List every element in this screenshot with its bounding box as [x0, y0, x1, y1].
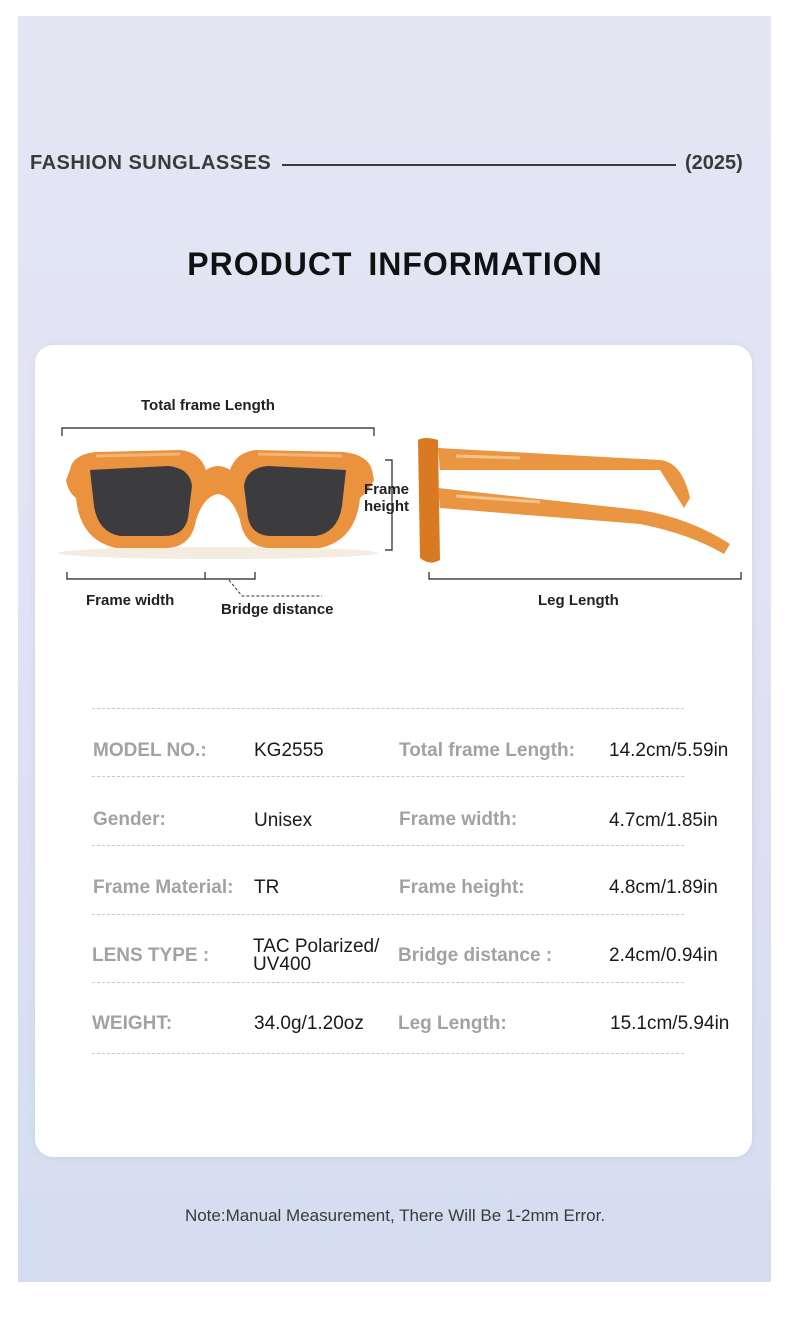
measurement-note: Note:Manual Measurement, There Will Be 1-2mm Error. — [184, 1206, 606, 1225]
spec-label-material: Frame Material: — [93, 877, 234, 898]
spec-label-gender: Gender: — [93, 809, 166, 830]
table-separator — [92, 708, 684, 709]
table-separator — [92, 914, 684, 915]
side-view-glasses — [418, 438, 730, 563]
leg-length-label: Leg Length — [538, 592, 619, 609]
table-separator — [92, 845, 684, 846]
brand-heading: FASHION SUNGLASSES — [30, 152, 272, 174]
spec-label-frame-height: Frame height: — [399, 877, 525, 898]
spec-value-material: TR — [254, 877, 280, 898]
spec-value-frame-width: 4.7cm/1.85in — [609, 810, 718, 831]
frame-width-label: Frame width — [86, 592, 175, 609]
spec-value-gender: Unisex — [254, 810, 313, 831]
spec-value-weight: 34.0g/1.20oz — [254, 1013, 364, 1034]
total-frame-length-label: Total frame Length — [141, 397, 275, 414]
spec-value-lens-type-line2: UV400 — [253, 954, 312, 975]
bridge-leader — [229, 580, 322, 596]
spec-label-leg-length: Leg Length: — [398, 1013, 507, 1034]
spec-label-total-length: Total frame Length: — [399, 740, 575, 761]
frame-width-bracket — [67, 572, 205, 579]
table-separator — [92, 1053, 684, 1054]
spec-label-model: MODEL NO.: — [93, 740, 207, 761]
spec-value-bridge-distance: 2.4cm/0.94in — [609, 945, 718, 966]
frame-height-label-line2: height — [364, 498, 409, 515]
total-length-bracket — [62, 428, 374, 436]
leg-length-bracket — [429, 572, 741, 579]
bridge-distance-label: Bridge distance — [221, 601, 334, 618]
spec-value-total-length: 14.2cm/5.59in — [609, 740, 729, 761]
page-title: PRODUCT INFORMATION — [187, 246, 603, 282]
table-separator — [92, 982, 684, 983]
spec-label-frame-width: Frame width: — [399, 809, 518, 830]
spec-label-lens-type: LENS TYPE : — [92, 945, 210, 966]
spec-label-bridge-distance: Bridge distance : — [398, 945, 553, 966]
front-view-glasses — [58, 450, 378, 559]
spec-value-frame-height: 4.8cm/1.89in — [609, 877, 718, 898]
spec-label-weight: WEIGHT: — [92, 1013, 173, 1034]
table-separator — [92, 776, 684, 777]
spec-value-model: KG2555 — [254, 740, 324, 761]
frame-height-label-line1: Frame — [364, 481, 410, 498]
spec-value-leg-length: 15.1cm/5.94in — [610, 1013, 730, 1034]
spec-value-lens-type-line1: TAC Polarized/ — [253, 936, 380, 957]
bridge-bracket — [205, 572, 255, 579]
year-label: (2025) — [685, 152, 743, 174]
